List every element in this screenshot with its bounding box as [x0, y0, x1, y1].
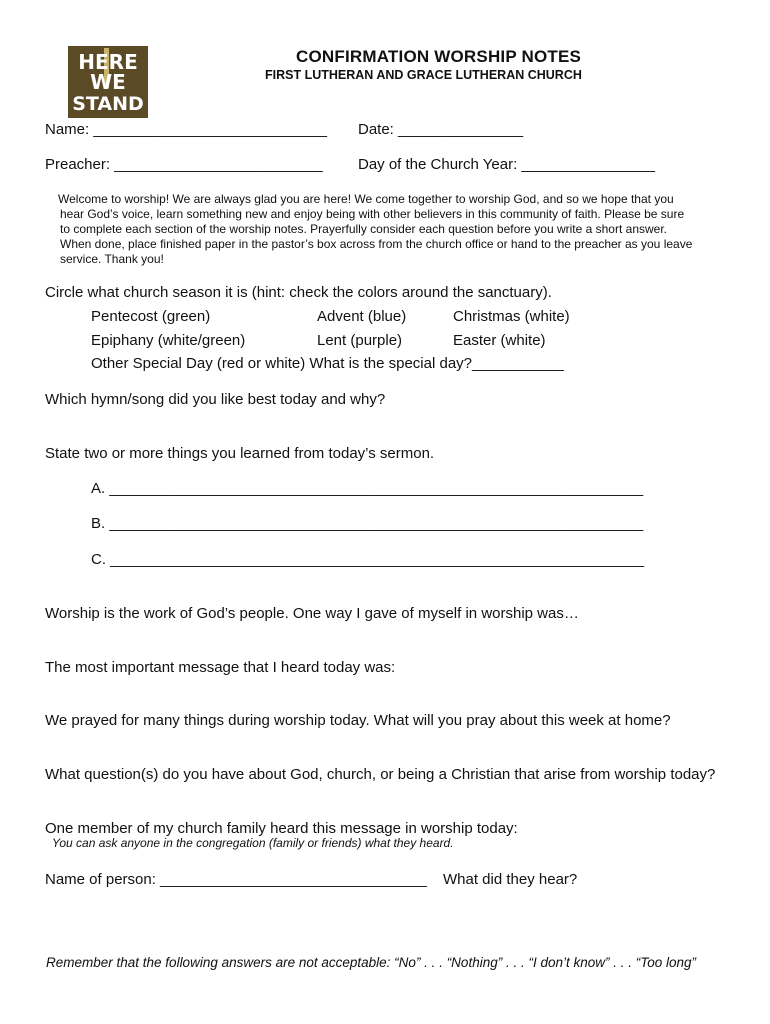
what-heard-label: What did they hear?	[443, 871, 578, 888]
season-question: Circle what church season it is (hint: check the colors around the sanctuary).	[45, 284, 552, 301]
member-hint: You can ask anyone in the congregation (family or friends) what they heard.	[52, 836, 454, 850]
worship-question: Worship is the work of God’s people. One way I gave of myself in worship was…	[45, 605, 579, 622]
season-option-lent[interactable]: Lent (purple)	[317, 332, 403, 349]
page-subtitle: FIRST LUTHERAN AND GRACE LUTHERAN CHURCH	[265, 68, 582, 82]
logo-line-we: WE	[90, 70, 126, 94]
date-field[interactable]: Date: _______________	[358, 121, 524, 138]
season-option-other[interactable]: Other Special Day (red or white) What is the special day?___________	[91, 355, 564, 372]
questions-question: What question(s) do you have about God, church, or being a Christian that arise from worship today?	[45, 766, 716, 783]
season-option-easter[interactable]: Easter (white)	[453, 332, 546, 349]
logo-line-here: HERE	[78, 50, 138, 74]
sermon-answer-a[interactable]: A. ________________________________________________________________	[91, 480, 644, 497]
welcome-line-1: Welcome to worship! We are always glad you are here! We come together to worship God, and so we hope that you	[58, 192, 674, 206]
welcome-line-3: to complete each section of the worship notes. Prayerfully consider each question before you write a short answer.	[60, 222, 667, 236]
sermon-question: State two or more things you learned from today’s sermon.	[45, 445, 435, 462]
logo-line-stand: STAND	[72, 93, 144, 115]
here-we-stand-logo	[68, 46, 148, 118]
welcome-line-4: When done, place finished paper in the pastor’s box across from the church office or hand to the preacher as you leave	[60, 237, 693, 251]
sermon-answer-b[interactable]: B. ________________________________________________________________	[91, 515, 644, 532]
pray-question: We prayed for many things during worship today. What will you pray about this week at home?	[45, 712, 671, 729]
member-question: One member of my church family heard this message in worship today:	[45, 820, 518, 837]
welcome-line-2: hear God’s voice, learn something new and enjoy being with other believers in this community of faith. Please be sure	[60, 207, 685, 221]
name-field[interactable]: Name: ____________________________	[45, 121, 327, 138]
season-option-christmas[interactable]: Christmas (white)	[453, 308, 570, 325]
season-option-epiphany[interactable]: Epiphany (white/green)	[91, 332, 246, 349]
season-option-advent[interactable]: Advent (blue)	[317, 308, 407, 325]
footer-note: Remember that the following answers are not acceptable: “No” . . . “Nothing” . . . “I don’t know” . . . “Too long”	[46, 955, 697, 970]
message-question: The most important message that I heard today was:	[45, 659, 396, 676]
season-option-pentecost[interactable]: Pentecost (green)	[91, 308, 211, 325]
hymn-question: Which hymn/song did you like best today and why?	[45, 391, 386, 408]
welcome-line-5: service. Thank you!	[60, 252, 164, 266]
preacher-field[interactable]: Preacher: _________________________	[45, 156, 323, 173]
church-year-field[interactable]: Day of the Church Year: ________________	[358, 156, 655, 173]
person-name-field[interactable]: Name of person: ________________________________	[45, 871, 428, 888]
sermon-answer-c[interactable]: C. ________________________________________________________________	[91, 551, 645, 568]
page-title: CONFIRMATION WORSHIP NOTES	[296, 47, 582, 66]
